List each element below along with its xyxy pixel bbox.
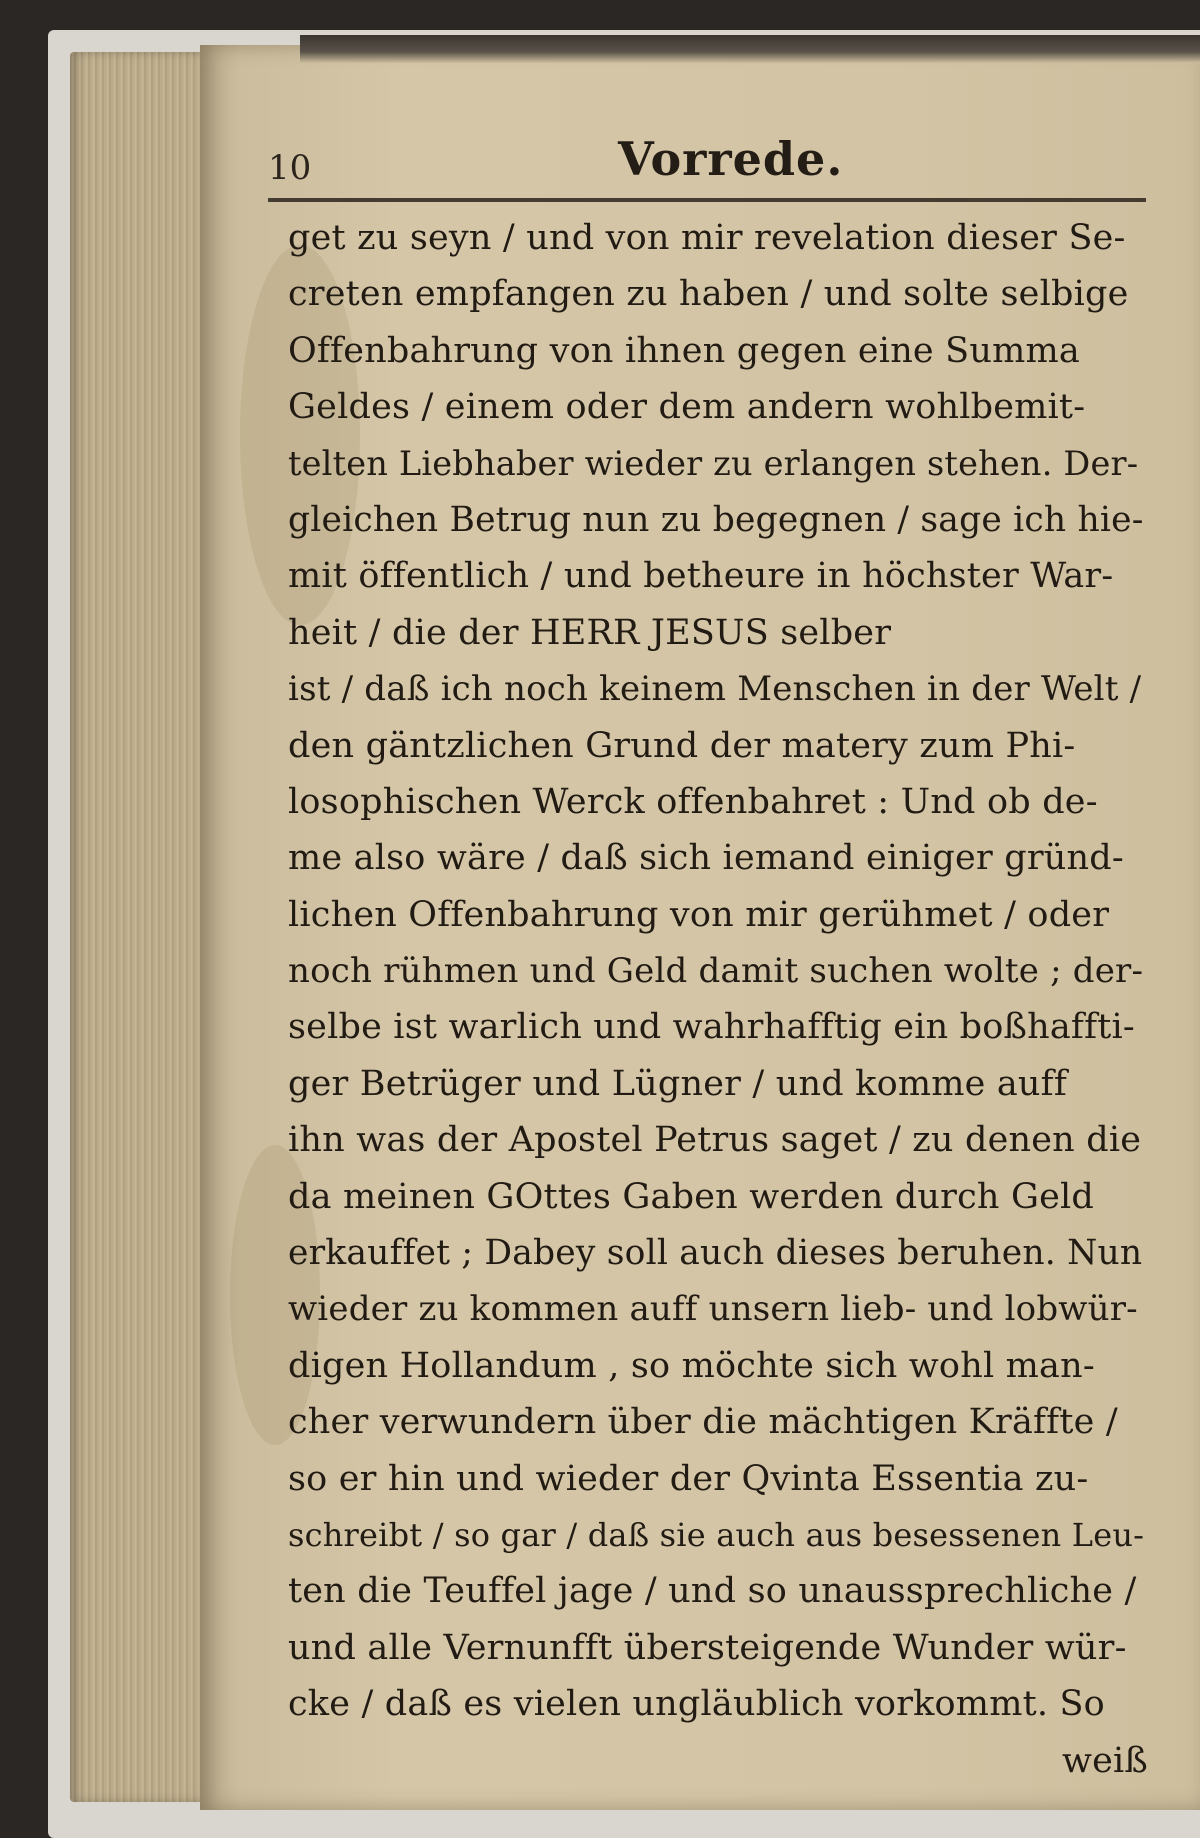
- text-line: Geldes / einem oder dem andern wohlbemit-: [288, 387, 1086, 428]
- text-line: losophischen Werck offenbahret : Und ob de-: [288, 781, 1098, 822]
- text-line: Offenbahrung von ihnen gegen eine Summa: [288, 330, 1080, 371]
- text-line: und alle Vernunfft übersteigende Wunder wür-: [288, 1627, 1127, 1668]
- text-line: selbe ist warlich und wahrhafftig ein boßhaffti-: [288, 1007, 1135, 1048]
- text-line: noch rühmen und Geld damit suchen wolte ; der-: [288, 951, 1144, 992]
- text-line: lichen Offenbahrung von mir gerühmet / oder: [288, 894, 1110, 935]
- text-line: cke / daß es vielen ungläublich vorkommt. So: [288, 1684, 1105, 1725]
- body-text: [288, 210, 1148, 1781]
- text-line: get zu seyn / und von mir revelation dieser Se-: [288, 218, 1126, 258]
- text-line: cher verwundern über die mächtigen Kräffte /: [288, 1402, 1118, 1443]
- catchword: weiß: [1061, 1740, 1148, 1781]
- text-line: heit / die der HERR JESUS selber: [288, 612, 892, 653]
- running-head: Vorrede.: [618, 132, 844, 186]
- text-line: erkauffet ; Dabey soll auch dieses beruhen. Nun: [288, 1233, 1143, 1274]
- page-number: 10: [268, 148, 312, 188]
- text-line: me also wäre / daß sich iemand einiger gründ-: [288, 838, 1124, 879]
- header-rule: [268, 198, 1146, 202]
- text-line: ihn was der Apostel Petrus saget / zu denen die: [288, 1120, 1142, 1161]
- text-line: ger Betrüger und Lügner / und komme auff: [288, 1063, 1067, 1104]
- text-line: so er hin und wieder der Qvinta Essentia zu-: [288, 1458, 1089, 1499]
- text-line: digen Hollandum , so möchte sich wohl man-: [288, 1345, 1095, 1386]
- text-line: wieder zu kommen auff unsern lieb- und lobwür-: [288, 1289, 1138, 1330]
- text-line: ten die Teuffel jage / und so unaussprechliche /: [288, 1571, 1137, 1612]
- text-line: creten empfangen zu haben / und solte selbige: [288, 274, 1129, 315]
- page-block-edge: [70, 52, 200, 1802]
- text-line: schreibt / so gar / daß sie auch aus besessenen Leu-: [288, 1515, 1145, 1554]
- text-line: gleichen Betrug nun zu begegnen / sage ich hie-: [288, 499, 1144, 540]
- text-line: den gäntzlichen Grund der matery zum Phi-: [288, 725, 1076, 766]
- top-page-edge: [300, 35, 1200, 63]
- text-line: da meinen GOttes Gaben werden durch Geld: [288, 1176, 1095, 1217]
- page-header: [268, 132, 1148, 192]
- text-line: telten Liebhaber wieder zu erlangen stehen. Der-: [288, 443, 1139, 483]
- text-line: ist / daß ich noch keinem Menschen in der Welt /: [288, 669, 1142, 710]
- text-line: mit öffentlich / und betheure in höchster War-: [288, 556, 1114, 597]
